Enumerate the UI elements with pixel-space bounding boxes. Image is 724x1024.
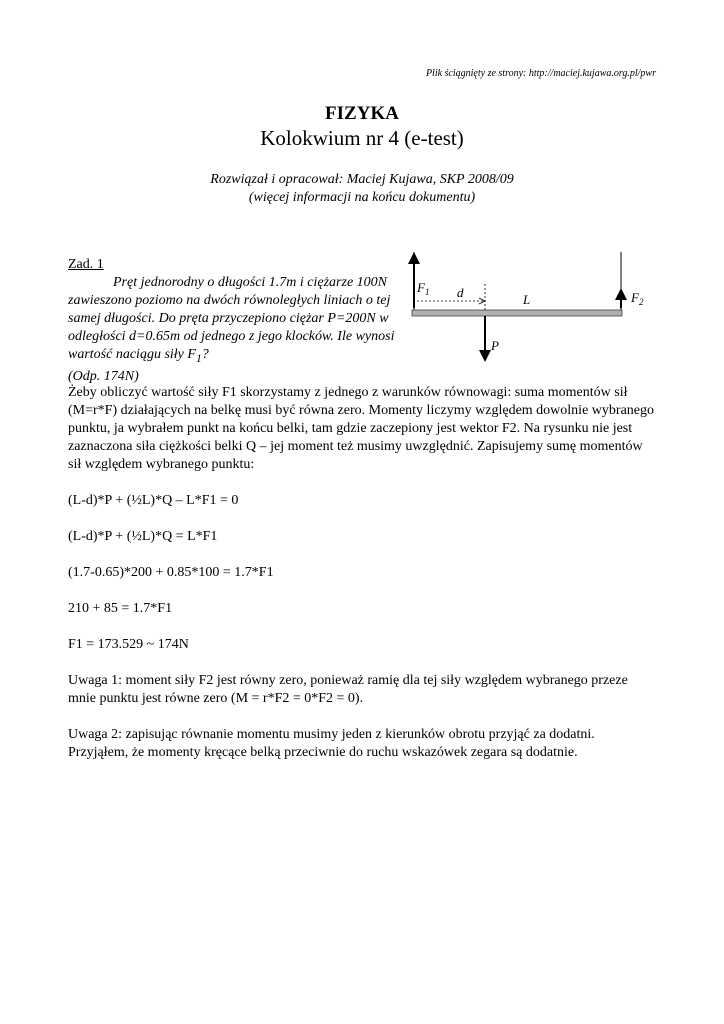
beam-diagram xyxy=(405,248,650,368)
equation-line: (L-d)*P + (½L)*Q = L*F1 xyxy=(68,529,218,544)
task-text xyxy=(68,274,398,368)
task-text-main: Pręt jednorodny o długości 1.7m i ciężarze 100N zawieszono poziomo na dwóch równoległych liniach o tej samej długości. Do pręta przyczepiono ciężar P=200N w odległości d=0.65m od jednego z jego klocków. Ile wynosi wartość naciągu siły F xyxy=(68,275,395,362)
l-label: L xyxy=(523,292,531,307)
f1-arrowhead xyxy=(408,252,420,264)
task-text-subscript: 1 xyxy=(195,351,202,365)
task-block xyxy=(68,256,398,386)
d-label: d xyxy=(457,285,464,300)
f2-label: $F_2$ xyxy=(631,290,644,307)
source-note: Plik ściągnięty ze strony: http://maciej.kujawa.org.pl/pwr xyxy=(425,68,656,79)
subject-title: FIZYKA xyxy=(325,103,399,124)
task-answer: (Odp. 174N) xyxy=(68,368,139,384)
more-info-line: (więcej informacji na końcu dokumentu) xyxy=(248,190,476,205)
equation-line: (1.7-0.65)*200 + 0.85*100 = 1.7*F1 xyxy=(68,565,274,580)
author-line: Rozwiązał i opracował: Maciej Kujawa, SKP 2008/09 xyxy=(210,172,514,187)
equation-line: F1 = 173.529 ~ 174N xyxy=(68,637,189,652)
solution-intro: Żeby obliczyć wartość siły F1 skorzystamy z jednego z warunków równowagi: suma momentów sił (M=r*F) działających na belkę musi być równa zero. Momenty liczymy względem dowolnie wybranego punktu, ja wybrałem punkt na końcu belki, tam gdzie zaczepiony jest wektor F2. Na rysunku nie jest zaznaczona siła ciężkości belki Q – jej moment też musimy uwzględnić. Zapisujemy sumę momentów sił względem wybranego punktu: xyxy=(68,385,654,472)
note-1: Uwaga 1: moment siły F2 jest równy zero, ponieważ ramię dla tej siły względem wybranego przeze mnie punktu jest równe zero (M = r*F2 = 0*F2 = 0). xyxy=(68,673,628,706)
equation-line: 210 + 85 = 1.7*F1 xyxy=(68,601,173,616)
equation-line: (L-d)*P + (½L)*Q – L*F1 = 0 xyxy=(68,493,239,508)
p-arrowhead xyxy=(479,350,491,362)
task-text-end: ? xyxy=(201,347,209,362)
solution-block xyxy=(68,384,658,780)
f2-arrowhead xyxy=(615,288,627,300)
p-label: P xyxy=(491,338,499,353)
note-2: Uwaga 2: zapisując równanie momentu musimy jeden z kierunków obrotu przyjąć za dodatni. Przyjąłem, że momenty kręcące belką przeciwnie do ruchu wskazówek zegara są dodatnie. xyxy=(68,727,595,760)
f1-label: $F_1$ xyxy=(417,280,430,297)
author-block xyxy=(0,171,724,207)
test-title: Kolokwium nr 4 (e-test) xyxy=(260,126,464,150)
equations-block xyxy=(68,492,658,654)
task-heading: Zad. 1 xyxy=(68,257,104,272)
beam xyxy=(412,310,622,316)
